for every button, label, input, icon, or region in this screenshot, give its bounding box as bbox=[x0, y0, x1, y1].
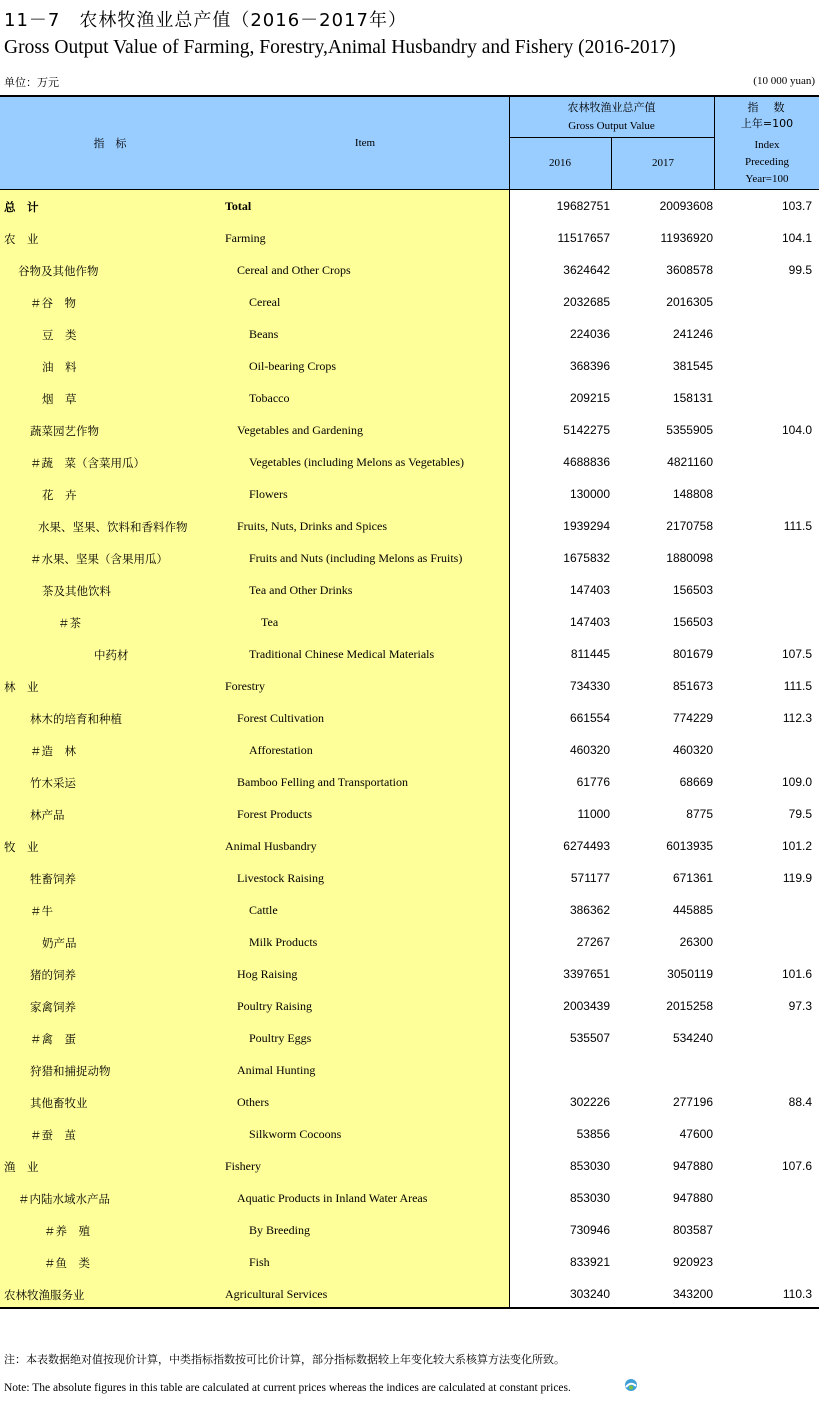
item-en: Poultry Raising bbox=[237, 999, 313, 1013]
header-index-cn: 指 数 bbox=[747, 101, 787, 114]
header-index-base-cn: 上年=100 bbox=[740, 117, 794, 130]
table-row bbox=[0, 958, 819, 990]
value-2016: 833921 bbox=[569, 1255, 610, 1269]
value-2017: 5355905 bbox=[666, 423, 713, 437]
index-value: 107.6 bbox=[781, 1159, 812, 1173]
indicator-cn: 花 卉 bbox=[42, 488, 77, 502]
value-2017: 2170758 bbox=[666, 519, 713, 533]
table-body bbox=[0, 190, 819, 1309]
indicator-cn: 林 业 bbox=[4, 680, 39, 694]
table-row bbox=[0, 1022, 819, 1054]
item-en: Forest Cultivation bbox=[237, 711, 324, 725]
index-value: 119.9 bbox=[782, 871, 812, 885]
indicator-cn: 牧 业 bbox=[4, 840, 39, 854]
value-2017: 47600 bbox=[679, 1127, 713, 1141]
item-en: Tea and Other Drinks bbox=[249, 583, 353, 597]
indicator-cn: 猪的饲养 bbox=[30, 968, 76, 982]
item-en: Afforestation bbox=[249, 743, 313, 757]
indicator-cn: 烟 草 bbox=[42, 392, 77, 406]
value-2016: 1675832 bbox=[563, 551, 610, 565]
table-row bbox=[0, 350, 819, 382]
indicator-cn: 其他畜牧业 bbox=[30, 1096, 88, 1110]
value-2017: 671361 bbox=[672, 871, 713, 885]
header-gov-cn: 农林牧渔业总产值 bbox=[567, 101, 656, 114]
index-value: 88.4 bbox=[788, 1095, 812, 1109]
value-2016: 1939294 bbox=[563, 519, 610, 533]
value-2016: 853030 bbox=[569, 1159, 610, 1173]
footnote-en: Note: The absolute figures in this table are calculated at current prices whereas the indices are calculated at constant prices. bbox=[4, 1382, 571, 1394]
value-2016: 53856 bbox=[576, 1127, 610, 1141]
table-row bbox=[0, 926, 819, 958]
table-row bbox=[0, 286, 819, 318]
value-2016: 734330 bbox=[569, 679, 610, 693]
value-2016: 535507 bbox=[569, 1031, 610, 1045]
value-2016: 571177 bbox=[570, 871, 610, 885]
value-2017: 534240 bbox=[672, 1031, 713, 1045]
item-en: Farming bbox=[225, 231, 266, 245]
item-en: Silkworm Cocoons bbox=[249, 1127, 342, 1141]
value-2017: 460320 bbox=[672, 743, 713, 757]
indicator-cn: 蔬菜园艺作物 bbox=[30, 424, 99, 438]
value-2016: 130000 bbox=[569, 487, 610, 501]
indicator-cn: ＃茶 bbox=[58, 616, 81, 630]
item-en: Vegetables (including Melons as Vegetables) bbox=[249, 455, 465, 469]
index-value: 110.3 bbox=[782, 1287, 812, 1301]
value-2017: 11936920 bbox=[660, 231, 713, 245]
indicator-cn: 豆 类 bbox=[42, 328, 77, 342]
item-en: Animal Husbandry bbox=[225, 839, 317, 853]
unit-label-en: (10 000 yuan) bbox=[753, 75, 815, 87]
item-en: Tea bbox=[261, 615, 279, 629]
index-value: 104.0 bbox=[781, 423, 812, 437]
value-2016: 303240 bbox=[569, 1287, 610, 1301]
table-header bbox=[0, 95, 819, 190]
value-2017: 6013935 bbox=[666, 839, 713, 853]
value-2016: 147403 bbox=[569, 615, 610, 629]
value-2017: 4821160 bbox=[667, 455, 713, 469]
value-2017: 20093608 bbox=[659, 199, 713, 213]
indicator-cn: 农 业 bbox=[4, 232, 39, 246]
index-value: 101.2 bbox=[781, 839, 812, 853]
table-title-en: Gross Output Value of Farming, Forestry,Animal Husbandry and Fishery (2016-2017) bbox=[4, 37, 676, 58]
item-en: Cereal and Other Crops bbox=[237, 263, 351, 277]
value-2017: 343200 bbox=[672, 1287, 713, 1301]
indicator-cn: 中药材 bbox=[94, 648, 129, 662]
index-value: 112.3 bbox=[782, 711, 812, 725]
header-index-en: Year=100 bbox=[745, 173, 789, 185]
table-row bbox=[0, 1054, 819, 1086]
table-row bbox=[0, 222, 819, 254]
value-2017: 381545 bbox=[672, 359, 713, 373]
table-row bbox=[0, 894, 819, 926]
value-2017: 148808 bbox=[672, 487, 713, 501]
watermark-logo-icon bbox=[624, 1378, 638, 1392]
item-en: Traditional Chinese Medical Materials bbox=[249, 647, 435, 661]
value-2016: 11517657 bbox=[557, 231, 610, 245]
item-en: Livestock Raising bbox=[237, 871, 324, 885]
indicator-cn: 总 计 bbox=[4, 200, 39, 214]
value-2017: 156503 bbox=[672, 615, 713, 629]
value-2016: 209215 bbox=[569, 391, 610, 405]
indicator-cn: ＃养 殖 bbox=[44, 1224, 90, 1238]
table-row bbox=[0, 1246, 819, 1278]
header-index-en: Index bbox=[754, 139, 780, 151]
value-2017: 8775 bbox=[686, 807, 713, 821]
footnote-cn: 注：本表数据绝对值按现价计算，中类指标指数按可比价计算，部分指标数据较上年变化较大系核算方法变化所致。 bbox=[4, 1353, 565, 1366]
value-2017: 158131 bbox=[672, 391, 713, 405]
value-2016: 224036 bbox=[569, 327, 610, 341]
item-en: Oil-bearing Crops bbox=[249, 359, 336, 373]
table-row bbox=[0, 1214, 819, 1246]
item-en: Fish bbox=[249, 1255, 270, 1269]
item-en: Vegetables and Gardening bbox=[237, 423, 363, 437]
index-value: 104.1 bbox=[781, 231, 812, 245]
table-row bbox=[0, 190, 819, 222]
item-en: Fruits and Nuts (including Melons as Fruits) bbox=[249, 551, 463, 565]
value-2017: 851673 bbox=[672, 679, 713, 693]
value-2017: 1880098 bbox=[666, 551, 713, 565]
indicator-cn: 狩猎和捕捉动物 bbox=[30, 1064, 111, 1078]
indicator-cn: 农林牧渔服务业 bbox=[4, 1288, 85, 1302]
value-2016: 853030 bbox=[569, 1191, 610, 1205]
value-2016: 19682751 bbox=[556, 199, 610, 213]
indicator-cn: ＃水果、坚果（含果用瓜） bbox=[30, 552, 168, 566]
item-en: Forest Products bbox=[237, 807, 312, 821]
value-2016: 3624642 bbox=[563, 263, 610, 277]
indicator-cn: ＃蚕 茧 bbox=[30, 1128, 76, 1142]
value-2017: 2016305 bbox=[666, 295, 713, 309]
table-row bbox=[0, 606, 819, 638]
index-value: 111.5 bbox=[783, 679, 812, 693]
value-2017: 2015258 bbox=[666, 999, 713, 1013]
header-indicator-cn: 指 标 bbox=[93, 137, 127, 150]
value-2017: 26300 bbox=[679, 935, 713, 949]
value-2017: 68669 bbox=[679, 775, 713, 789]
indicator-cn: ＃禽 蛋 bbox=[30, 1032, 76, 1046]
indicator-cn: ＃鱼 类 bbox=[44, 1256, 90, 1270]
table-row bbox=[0, 574, 819, 606]
indicator-cn: ＃牛 bbox=[30, 904, 53, 918]
value-2016: 368396 bbox=[569, 359, 610, 373]
value-2017: 445885 bbox=[672, 903, 713, 917]
item-en: Agricultural Services bbox=[225, 1287, 328, 1301]
item-en: Hog Raising bbox=[237, 967, 298, 981]
indicator-cn: 谷物及其他作物 bbox=[18, 264, 99, 278]
index-value: 109.0 bbox=[781, 775, 812, 789]
value-2016: 460320 bbox=[569, 743, 610, 757]
index-value: 107.5 bbox=[781, 647, 812, 661]
table-row bbox=[0, 1278, 819, 1310]
indicator-cn: ＃内陆水域水产品 bbox=[18, 1192, 110, 1206]
value-2017: 3050119 bbox=[667, 967, 713, 981]
value-2016: 2032685 bbox=[563, 295, 610, 309]
item-en: Cereal bbox=[249, 295, 281, 309]
value-2017: 156503 bbox=[672, 583, 713, 597]
table-row bbox=[0, 478, 819, 510]
indicator-cn: 家禽饲养 bbox=[30, 1000, 76, 1014]
item-en: Total bbox=[225, 199, 252, 213]
value-2017: 3608578 bbox=[666, 263, 713, 277]
value-2017: 241246 bbox=[672, 327, 713, 341]
header-year-2017: 2017 bbox=[652, 157, 674, 169]
table-row bbox=[0, 1118, 819, 1150]
item-en: Flowers bbox=[249, 487, 288, 501]
table-row bbox=[0, 1086, 819, 1118]
value-2016: 6274493 bbox=[563, 839, 610, 853]
table-row bbox=[0, 414, 819, 446]
item-en: Fishery bbox=[225, 1159, 261, 1173]
table-row bbox=[0, 734, 819, 766]
indicator-cn: 油 料 bbox=[42, 360, 77, 374]
index-value: 101.6 bbox=[781, 967, 812, 981]
item-en: Beans bbox=[249, 327, 279, 341]
indicator-cn: 渔 业 bbox=[4, 1160, 39, 1174]
item-en: Aquatic Products in Inland Water Areas bbox=[237, 1191, 428, 1205]
indicator-cn: ＃蔬 菜（含菜用瓜） bbox=[30, 456, 145, 470]
item-en: Bamboo Felling and Transportation bbox=[237, 775, 408, 789]
table-row bbox=[0, 670, 819, 702]
value-2016: 661554 bbox=[569, 711, 610, 725]
value-2017: 947880 bbox=[672, 1191, 713, 1205]
header-year-2016: 2016 bbox=[549, 157, 571, 169]
indicator-cn: ＃造 林 bbox=[30, 744, 76, 758]
index-value: 99.5 bbox=[788, 263, 812, 277]
item-en: Fruits, Nuts, Drinks and Spices bbox=[237, 519, 387, 533]
index-value: 79.5 bbox=[788, 807, 812, 821]
table-row bbox=[0, 542, 819, 574]
item-en: Milk Products bbox=[249, 935, 318, 949]
table-row bbox=[0, 990, 819, 1022]
unit-label-cn: 单位：万元 bbox=[4, 76, 59, 89]
value-2016: 302226 bbox=[569, 1095, 610, 1109]
index-value: 97.3 bbox=[788, 999, 812, 1013]
value-2017: 774229 bbox=[672, 711, 713, 725]
table-row bbox=[0, 1182, 819, 1214]
table-row bbox=[0, 798, 819, 830]
value-2016: 11000 bbox=[577, 807, 610, 821]
table-row bbox=[0, 510, 819, 542]
indicator-cn: 牲畜饲养 bbox=[30, 872, 76, 886]
value-2017: 920923 bbox=[672, 1255, 713, 1269]
indicator-cn: 茶及其他饮料 bbox=[42, 584, 111, 598]
value-2016: 386362 bbox=[569, 903, 610, 917]
item-en: Animal Hunting bbox=[237, 1063, 316, 1077]
table-row bbox=[0, 862, 819, 894]
table-row bbox=[0, 702, 819, 734]
value-2016: 4688836 bbox=[563, 455, 610, 469]
table-row bbox=[0, 254, 819, 286]
value-2016: 3397651 bbox=[563, 967, 610, 981]
value-2016: 730946 bbox=[569, 1223, 610, 1237]
table-row bbox=[0, 446, 819, 478]
value-2016: 61776 bbox=[576, 775, 610, 789]
indicator-cn: 奶产品 bbox=[42, 936, 77, 950]
indicator-cn: 竹木采运 bbox=[30, 776, 76, 790]
index-value: 103.7 bbox=[781, 199, 812, 213]
value-2016: 2003439 bbox=[563, 999, 610, 1013]
indicator-cn: 林木的培育和种植 bbox=[30, 712, 122, 726]
header-item-en: Item bbox=[354, 137, 376, 149]
item-en: By Breeding bbox=[249, 1223, 310, 1237]
item-en: Forestry bbox=[225, 679, 265, 693]
table-row bbox=[0, 382, 819, 414]
indicator-cn: 水果、坚果、饮料和香料作物 bbox=[38, 520, 188, 534]
value-2016: 27267 bbox=[576, 935, 610, 949]
value-2017: 803587 bbox=[672, 1223, 713, 1237]
header-index-en: Preceding bbox=[745, 156, 789, 168]
table-row bbox=[0, 830, 819, 862]
table-row bbox=[0, 318, 819, 350]
table-row bbox=[0, 766, 819, 798]
item-en: Cattle bbox=[249, 903, 278, 917]
indicator-cn: 林产品 bbox=[30, 808, 65, 822]
table-title-cn: 11－7 农林牧渔业总产值（2016－2017年） bbox=[4, 10, 407, 31]
value-2016: 5142275 bbox=[563, 423, 610, 437]
item-en: Tobacco bbox=[249, 391, 290, 405]
value-2017: 947880 bbox=[672, 1159, 713, 1173]
value-2017: 801679 bbox=[672, 647, 713, 661]
item-en: Others bbox=[237, 1095, 269, 1109]
value-2016: 811445 bbox=[570, 647, 610, 661]
value-2016: 147403 bbox=[569, 583, 610, 597]
indicator-cn: ＃谷 物 bbox=[30, 296, 76, 310]
index-value: 111.5 bbox=[783, 519, 812, 533]
header-gov-en: Gross Output Value bbox=[568, 120, 655, 132]
table-row bbox=[0, 1150, 819, 1182]
table-row bbox=[0, 638, 819, 670]
value-2017: 277196 bbox=[672, 1095, 713, 1109]
item-en: Poultry Eggs bbox=[249, 1031, 312, 1045]
